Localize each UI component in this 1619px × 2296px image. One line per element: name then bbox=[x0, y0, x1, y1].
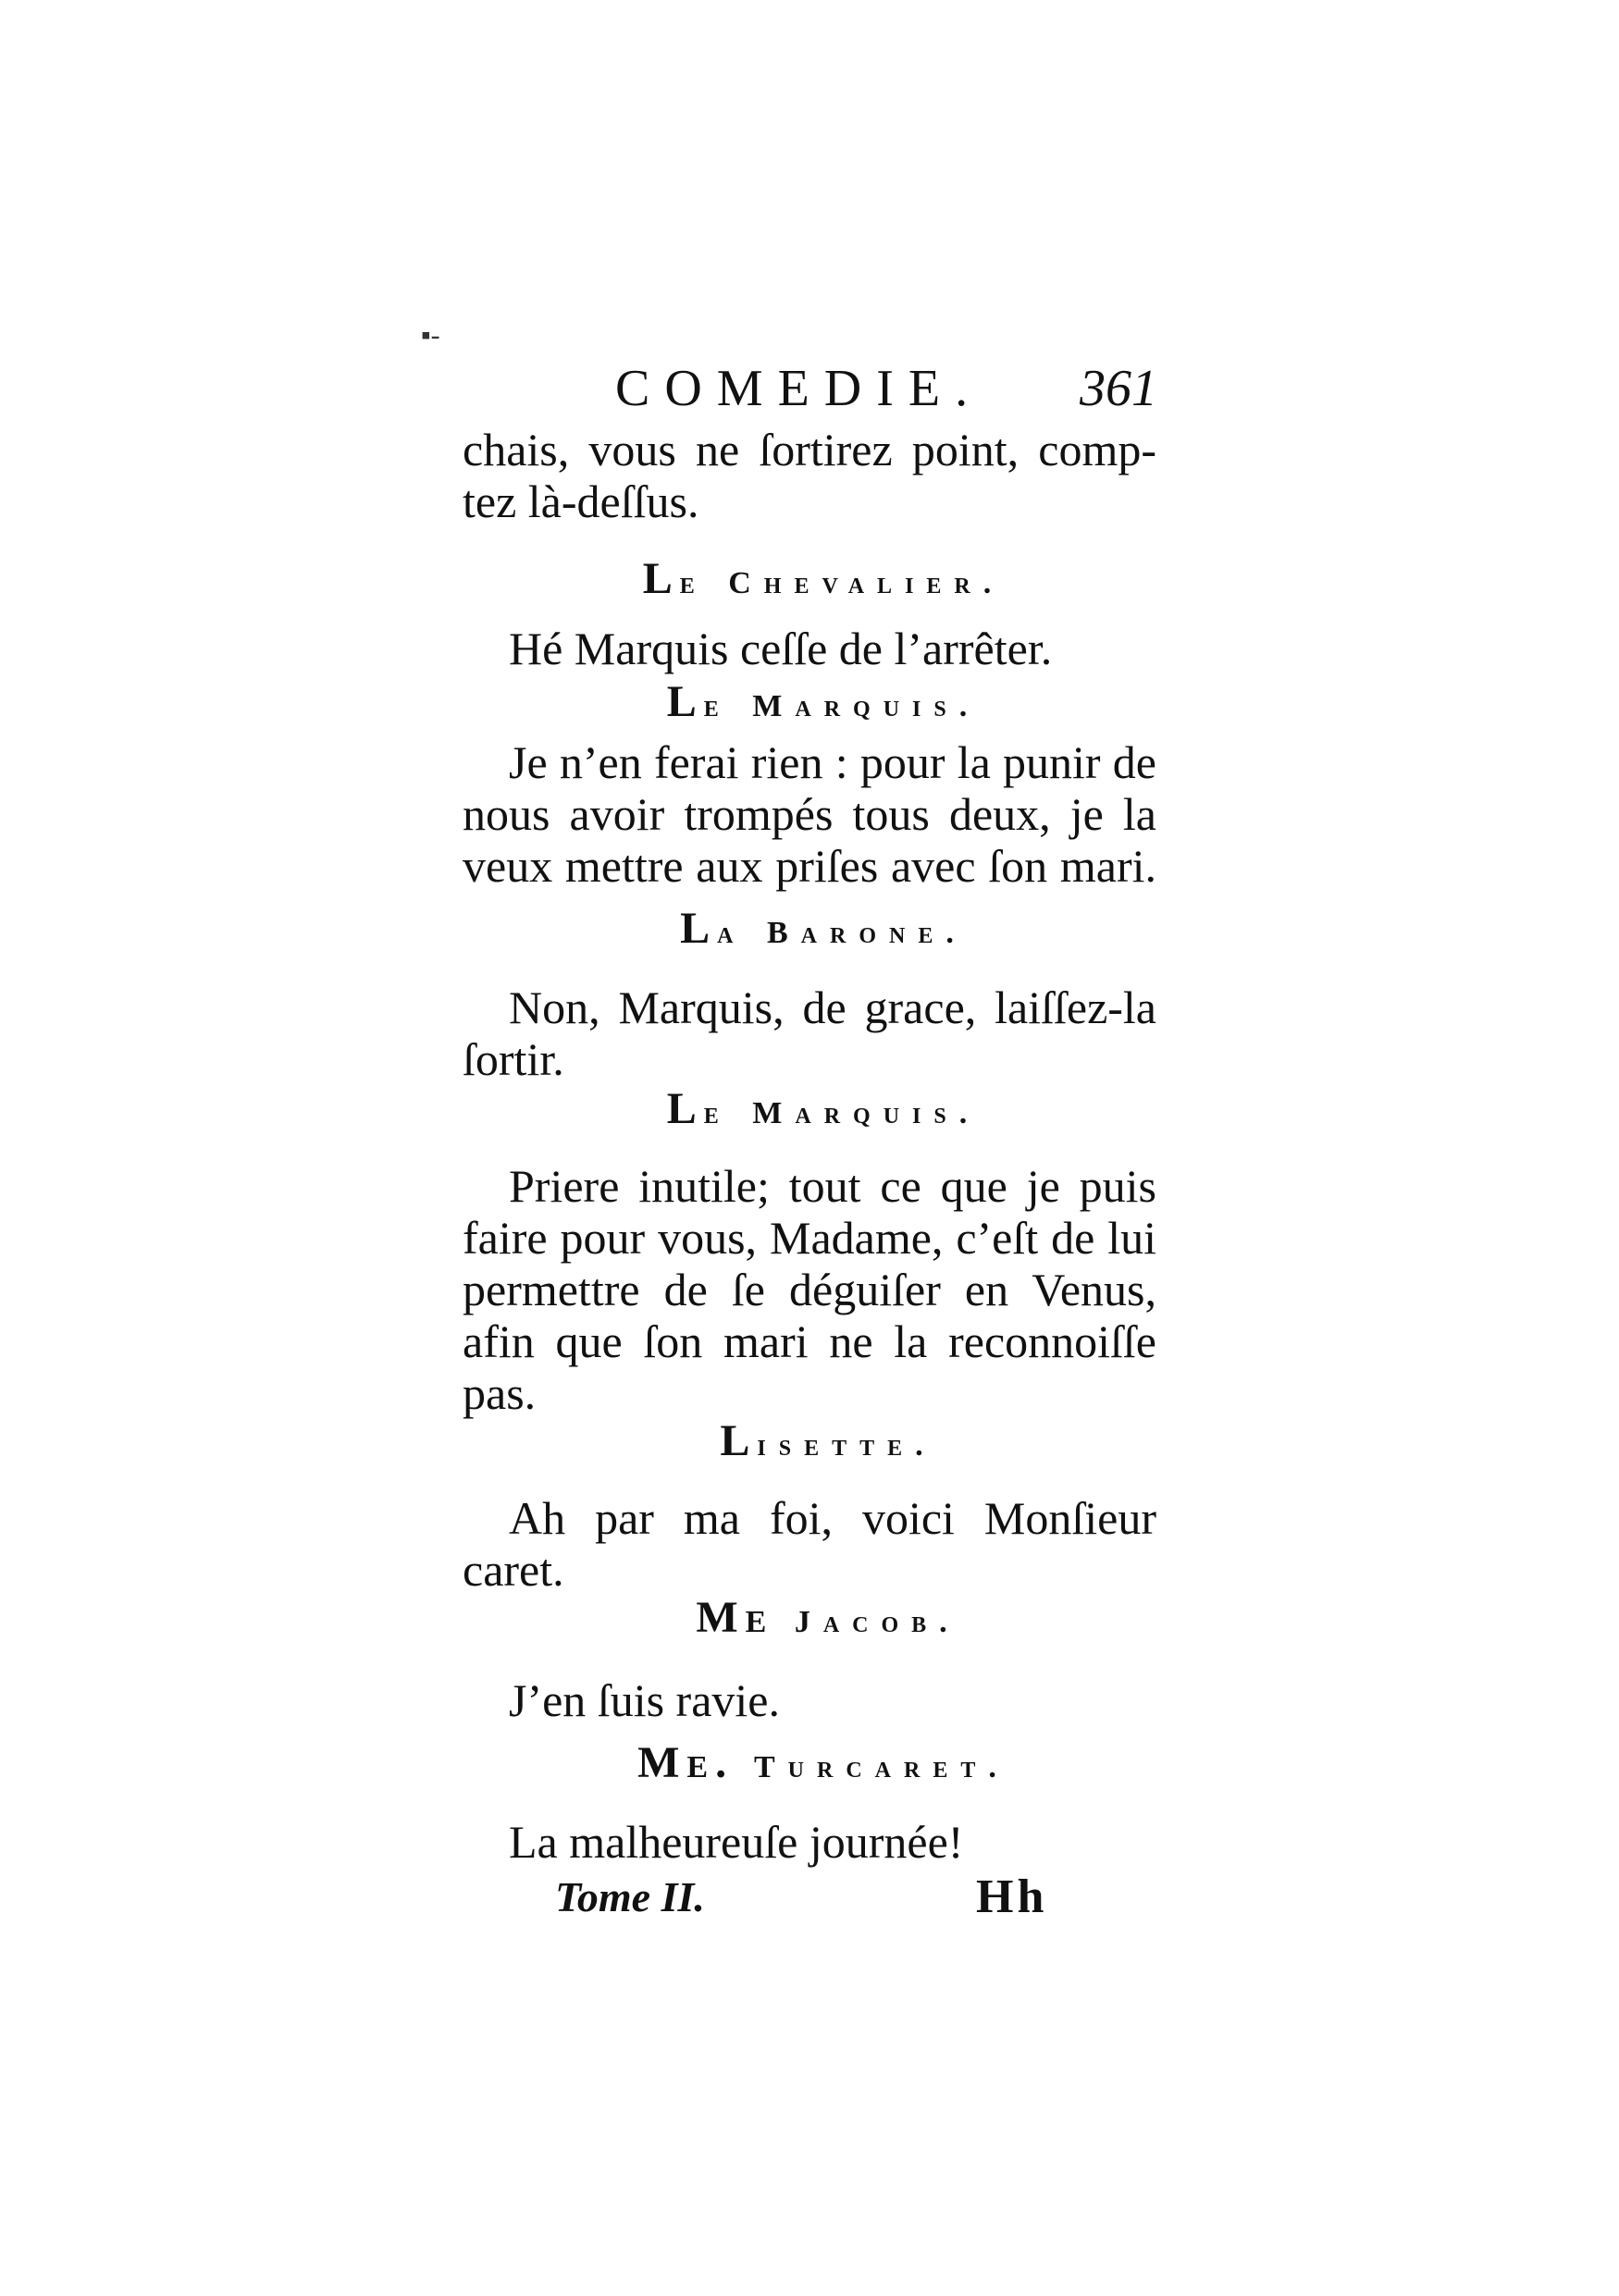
text-line: pas. bbox=[463, 1367, 537, 1419]
running-head bbox=[615, 352, 1170, 426]
speaker-name: e Marquis. bbox=[703, 689, 981, 723]
text-line: afin que ſon mari ne la reconnoiſſe bbox=[463, 1315, 1156, 1367]
speaker-name: isette. bbox=[757, 1428, 936, 1463]
text-line: ſortir. bbox=[463, 1033, 564, 1085]
speaker-heading bbox=[463, 904, 1156, 953]
speaker-heading bbox=[463, 677, 1156, 726]
speaker-name: Jacob. bbox=[773, 1605, 960, 1639]
text-line: faire pour vous, Madame, c’eſt de lui bbox=[463, 1212, 1156, 1264]
text-line: Priere inutile; tout ce que je puis bbox=[509, 1160, 1156, 1212]
text-line: La malheureuſe journée! bbox=[509, 1816, 964, 1868]
speaker-initial: L bbox=[680, 904, 718, 953]
text-line: nous avoir trompés tous deux, je la bbox=[463, 788, 1156, 840]
text-line: chais, vous ne ſortirez point, comp- bbox=[463, 424, 1156, 475]
speaker-heading bbox=[463, 1416, 1156, 1465]
speaker-name: a Barone. bbox=[717, 916, 967, 950]
play-text bbox=[463, 424, 1156, 1923]
speaker-initial: L bbox=[666, 677, 704, 726]
signature-mark: Hh bbox=[976, 1870, 1048, 1923]
corner-ink-mark: ▪- bbox=[421, 320, 440, 351]
speaker-initial: L bbox=[642, 554, 680, 603]
page-footer bbox=[463, 1871, 1156, 1923]
page-number: 361 bbox=[1080, 360, 1157, 417]
text-line: Ah par ma foi, voici Monſieur bbox=[509, 1492, 1156, 1544]
text-line: Hé Marquis ceſſe de l’arrêter. bbox=[509, 623, 1053, 674]
text-line: tez là-deſſus. bbox=[463, 475, 699, 527]
text-line: caret. bbox=[463, 1544, 564, 1596]
speaker-initial: L bbox=[666, 1084, 704, 1133]
text-line: Je n’en ferai rien : pour la punir de bbox=[509, 736, 1156, 788]
text-line: Non, Marquis, de grace, laiſſez-la bbox=[509, 981, 1156, 1033]
speaker-initial: Me bbox=[696, 1593, 774, 1642]
speaker-heading bbox=[463, 554, 1156, 603]
text-line: permettre de ſe déguiſer en Venus, bbox=[463, 1264, 1156, 1315]
speaker-initial: Me. bbox=[637, 1738, 735, 1787]
running-title: COMEDIE. bbox=[615, 360, 983, 417]
speaker-name: Turcaret. bbox=[734, 1750, 1009, 1784]
speaker-heading bbox=[463, 1593, 1156, 1642]
speaker-name: e Chevalier. bbox=[679, 566, 1005, 600]
speaker-heading bbox=[463, 1084, 1156, 1133]
text-line: veux mettre aux priſes avec ſon mari. bbox=[463, 840, 1156, 892]
volume-label: Tome II. bbox=[555, 1873, 705, 1920]
speaker-initial: L bbox=[720, 1416, 758, 1465]
text-line: J’en ſuis ravie. bbox=[509, 1674, 780, 1726]
speaker-name: e Marquis. bbox=[703, 1096, 981, 1130]
speaker-heading bbox=[463, 1738, 1156, 1787]
